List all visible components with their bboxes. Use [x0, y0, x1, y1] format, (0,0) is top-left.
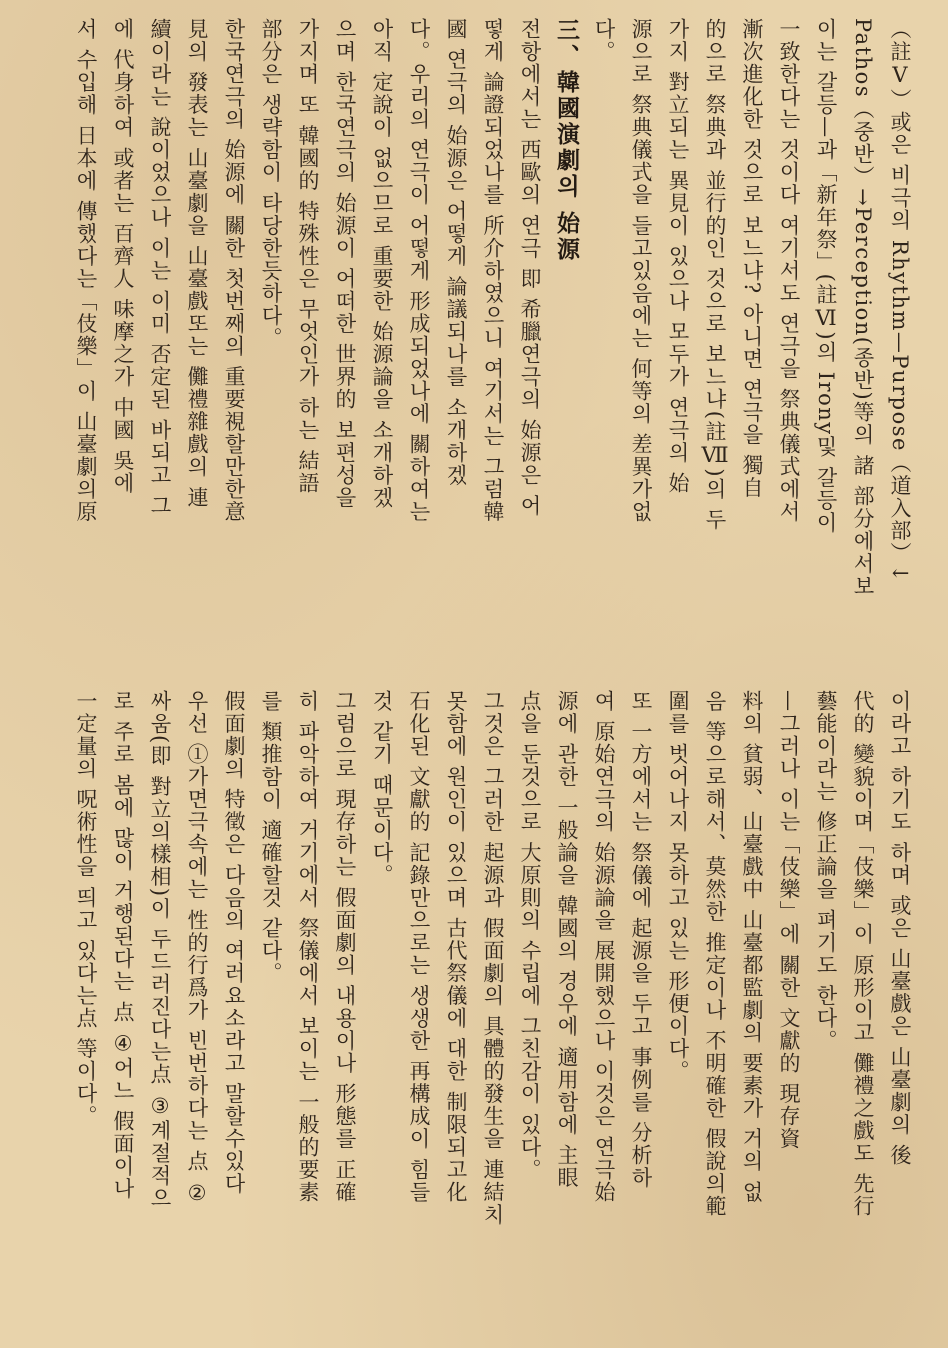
text-column: 假面劇의 特徵은 다음의 여러요소라고 말할수있다 [222, 690, 246, 1196]
text-column: 다。우리의 연극이 어떻게 形成되었나에 關하여는 [407, 18, 431, 524]
text-column: 우선 ①가면극속에는 性的行爲가 빈번하다는 点 ② [185, 690, 209, 1207]
text-column: 一致한다는 것이다 여기서도 연극을 祭典儀式에서 [777, 18, 801, 524]
text-column: 것 같기 때문이다。 [370, 690, 394, 887]
text-column: 를 類推함이 適確할것 같다。 [259, 690, 283, 985]
text-column: 전항에서는 西歐의 연극 即 希臘연극의 始源은 어 [518, 18, 542, 518]
text-column: 圍를 벗어나지 못하고 있는 形便이다。 [666, 690, 690, 1083]
text-column: 代的 變貌이며「伎樂」이 原形이고 儺禮之戲도 先行 [851, 690, 875, 1218]
text-column: 싸움(即 對立의樣相)이 두드러진다는点 ③계절적으 [148, 690, 172, 1210]
text-column: 그럼으로 現存하는 假面劇의 내용이나 形態를 正確 [333, 690, 357, 1204]
text-column: 藝能이라는 修正論을 펴기도 한다。 [814, 690, 838, 1053]
text-column: 國 연극의 始源은 어떻게 論議되나를 소개하겠 [444, 18, 468, 487]
text-column: 한국연극의 始源에 關한 첫번째의 重要視할만한意 [222, 18, 246, 524]
text-column: 히 파악하여 거기에서 祭儀에서 보이는 一般的要素 [296, 690, 320, 1204]
text-column: 見의 發表는 山臺劇을 山臺戲또는 儺禮雜戲의 連 [185, 18, 209, 509]
section-heading: 三、韓國演劇의 始源 [553, 18, 580, 264]
text-column: 源에 관한 一般論을 韓國의 경우에 適用함에 主眼 [555, 690, 579, 1190]
text-column: 石化된 文獻的 記錄만으로는 생생한 再構成이 힘들 [407, 690, 431, 1204]
text-column: Pathos（중반）→Perception(종반)等의 諸 部分에서보 [851, 18, 875, 598]
text-column: （註Ⅴ）或은 비극의 Rhythm—Purpose（道入部）↓ [888, 18, 912, 584]
text-column: 그것은 그러한 起源과 假面劇의 具體的發生을 連結치 [481, 690, 505, 1226]
text-column: 가지며 또 韓國的 特殊性은 무엇인가 하는 結語 [296, 18, 320, 495]
text-column: 이라고 하기도 하며 或은 山臺戲은 山臺劇의 後 [888, 690, 912, 1167]
text-column: 一定量의 呪術性을 띄고 있다는点 等이다。 [74, 690, 98, 1128]
text-column: 的으로 祭典과 並行的인 것으로 보느냐(註Ⅶ)의 두 [703, 18, 727, 532]
text-column: 漸次進化한 것으로 보느냐? 아니면 연극을 獨自 [740, 18, 764, 500]
text-column: 源으로 祭典儀式을 들고있음에는 何等의 差異가없 [629, 18, 653, 524]
text-column: 서 수입해 日本에 傳했다는「伎樂」이 山臺劇의原 [74, 18, 98, 524]
text-column: 가지 對立되는 異見이 있으나 모두가 연극의 始 [666, 18, 690, 495]
text-column: 部分은 생략함이 타당한듯하다。 [259, 18, 283, 350]
text-column: 이는 갈등—과「新年祭」(註Ⅵ)의 Irony및 갈등이 [814, 18, 838, 534]
text-column: 續이라는 說이었으나 이는 이미 否定된 바되고 그 [148, 18, 172, 518]
text-column: 아직 定說이 없으므로 重要한 始源論을 소개하겠 [370, 18, 394, 509]
text-column: 料의 貧弱、山臺戲中 山臺都監劇의 要素가 거의 없 [740, 690, 764, 1204]
text-column: 으며 한국연극의 始源이 어떠한 世界的 보편성을 [333, 18, 357, 509]
text-column: 에 代身하여 或者는 百齊人 味摩之가 中國 吳에 [111, 18, 135, 495]
text-column: 다。 [592, 18, 616, 63]
text-column: 못함에 원인이 있으며 古代祭儀에 대한 制限되고化 [444, 690, 468, 1204]
lower-text-block [30, 690, 918, 1330]
text-column: 떻게 論證되었나를 所介하였으니 여기서는 그럼韓 [481, 18, 505, 524]
text-column: —그러나 이는「伎樂」에 關한 文獻的 現存資 [777, 690, 801, 1151]
text-column: 여 原始연극의 始源論을 展開했으나 이것은 연극始 [592, 690, 616, 1204]
text-column: 点을 둔것으로 大原則의 수립에 그친감이 있다。 [518, 690, 542, 1181]
text-column: 로 주로 봄에 많이 거행된다는 点 ④어느 假面이나 [111, 690, 135, 1201]
text-column: 또 一方에서는 祭儀에 起源을 두고 事例를 分析하 [629, 690, 653, 1190]
text-column: 음 等으로해서、莫然한 推定이나 不明確한 假說의範 [703, 690, 727, 1218]
upper-text-block [30, 18, 918, 658]
